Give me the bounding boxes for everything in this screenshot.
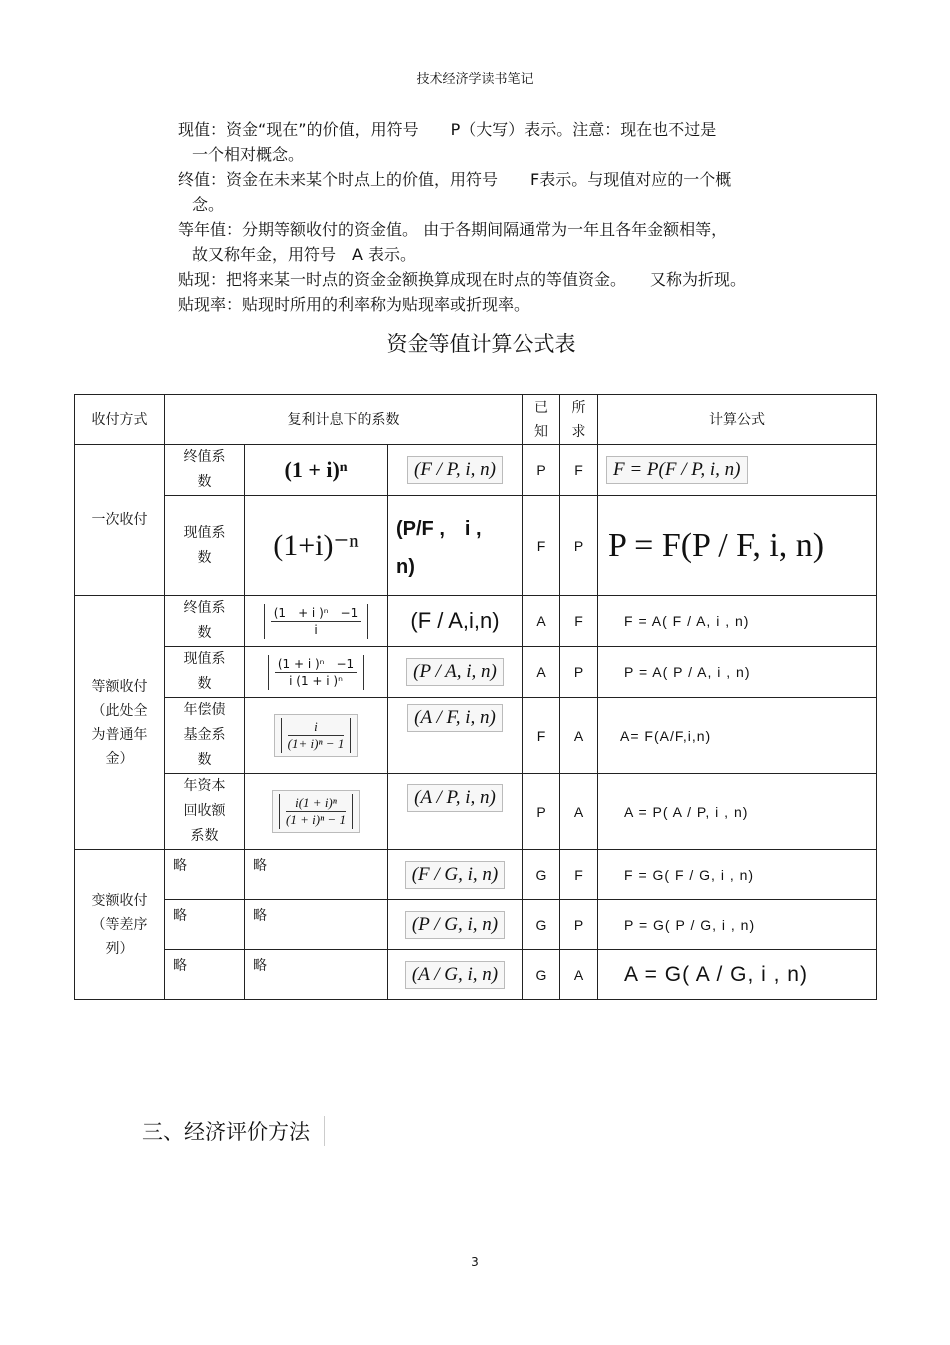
header-sought: 所 求 (560, 395, 598, 445)
coefficient-expression (245, 698, 388, 774)
coefficient-name: 现值系 数 (165, 647, 245, 698)
sought-value: A (560, 774, 598, 850)
formula-table (74, 394, 877, 1000)
table-row (75, 445, 877, 496)
def-annuity-cont: 故又称年金，用符号 A 表示。 (192, 245, 417, 264)
header-method: 收付方式 (75, 395, 165, 445)
coefficient-symbol: (A / G, i, n) (388, 950, 523, 1000)
known-value: G (523, 850, 560, 900)
table-row (75, 900, 877, 950)
known-value: F (523, 496, 560, 596)
coefficient-expression (245, 774, 388, 850)
coefficient-expression: 略 (245, 900, 388, 950)
def-discount-rate: 贴现率：贴现时所用的利率称为贴现率或折现率。 (178, 295, 531, 314)
formula-cell: F = P(F / P, i, n) (598, 445, 877, 496)
formula-cell: A = G( A / G, i , n) (598, 950, 877, 1000)
coefficient-symbol: (F / P, i, n) (388, 445, 523, 496)
section-heading: 三、经济评价方法 (142, 1116, 325, 1146)
known-value: G (523, 950, 560, 1000)
formula-cell: P = G( P / G, i , n) (598, 900, 877, 950)
formula-cell: F = G( F / G, i , n) (598, 850, 877, 900)
coefficient-symbol: (P / A, i, n) (388, 647, 523, 698)
coefficient-name: 终值系 数 (165, 445, 245, 496)
known-value: P (523, 774, 560, 850)
known-value: A (523, 596, 560, 647)
table-row (75, 774, 877, 850)
coefficient-symbol: (P/F , i , n) (388, 496, 523, 596)
sought-value: P (560, 900, 598, 950)
known-value: F (523, 698, 560, 774)
coefficient-name: 略 (165, 950, 245, 1000)
table-header-row (75, 395, 877, 445)
page-header: 技术经济学读书笔记 (416, 72, 534, 87)
def-future-value-cont: 念。 (192, 195, 225, 214)
coefficient-name: 略 (165, 850, 245, 900)
def-present-value: 现值：资金“现在”的价值，用符号 P（大写）表示。注意：现在也不过是 (178, 120, 717, 139)
formula-cell: A= F(A/F,i,n) (598, 698, 877, 774)
group-equal-payment: 等额收付 （此处全 为普通年 金） (75, 596, 165, 850)
sought-value: A (560, 698, 598, 774)
def-discount: 贴现：把将来某一时点的资金金额换算成现在时点的等值资金。 又称为折现。 (178, 270, 747, 289)
coefficient-expression (245, 596, 388, 647)
definitions (178, 117, 818, 317)
header-coefficient: 复利计息下的系数 (165, 395, 523, 445)
known-value: G (523, 900, 560, 950)
table-row (75, 496, 877, 596)
table-row (75, 647, 877, 698)
coefficient-expression: (1 + i)ⁿ (245, 445, 388, 496)
coefficient-expression: (1+i)⁻ⁿ (245, 496, 388, 596)
table-row (75, 950, 877, 1000)
fraction: $\frac{\text{i(1 + i)ⁿ}}{\text{(1 + i)ⁿ − 1}}$ (279, 794, 353, 829)
sought-value: A (560, 950, 598, 1000)
coefficient-name: 略 (165, 900, 245, 950)
sought-value: P (560, 647, 598, 698)
table-row (75, 596, 877, 647)
table-row (75, 698, 877, 774)
def-future-value: 终值：资金在未来某个时点上的价值，用符号 F表示。与现值对应的一个概 (178, 170, 732, 189)
coefficient-symbol: (A / P, i, n) (388, 774, 523, 850)
coefficient-expression: 略 (245, 950, 388, 1000)
header-known: 已 知 (523, 395, 560, 445)
known-value: A (523, 647, 560, 698)
known-value: P (523, 445, 560, 496)
coefficient-symbol: (F / G, i, n) (388, 850, 523, 900)
fraction: $\frac{i}{\text{(1+ i)ⁿ − 1}}$ (281, 718, 352, 753)
formula-cell: P = A( P / A, i , n) (598, 647, 877, 698)
def-annuity: 等年值：分期等额收付的资金值。 由于各期间隔通常为一年且各年金额相等， (178, 220, 728, 239)
group-gradient-payment: 变额收付 （等差序 列） (75, 850, 165, 1000)
coefficient-name: 年偿债 基金系 数 (165, 698, 245, 774)
coefficient-symbol: (A / F, i, n) (388, 698, 523, 774)
coefficient-name: 终值系 数 (165, 596, 245, 647)
group-single-payment: 一次收付 (75, 445, 165, 596)
page-number: 3 (471, 1255, 479, 1269)
sought-value: F (560, 445, 598, 496)
formula-cell: P = F(P / F, i, n) (598, 496, 877, 596)
coefficient-symbol: (F / A,i,n) (388, 596, 523, 647)
sought-value: F (560, 596, 598, 647)
coefficient-name: 年资本 回收额 系数 (165, 774, 245, 850)
formula-cell: F = A( F / A, i , n) (598, 596, 877, 647)
formula-cell: A = P( A / P, i , n) (598, 774, 877, 850)
def-present-value-cont: 一个相对概念。 (192, 145, 305, 164)
fraction: $\frac{\text{(1 + i )ⁿ −1}}{\text{i (1 + i )ⁿ}}$ (268, 655, 364, 690)
coefficient-symbol: (P / G, i, n) (388, 900, 523, 950)
header-formula: 计算公式 (598, 395, 877, 445)
table-row (75, 850, 877, 900)
sought-value: P (560, 496, 598, 596)
fraction: $\frac{\text{(1 + i )ⁿ −1}}{i}$ (264, 604, 369, 639)
coefficient-expression: 略 (245, 850, 388, 900)
coefficient-name: 现值系 数 (165, 496, 245, 596)
coefficient-expression (245, 647, 388, 698)
sought-value: F (560, 850, 598, 900)
table-title: 资金等值计算公式表 (386, 332, 576, 356)
